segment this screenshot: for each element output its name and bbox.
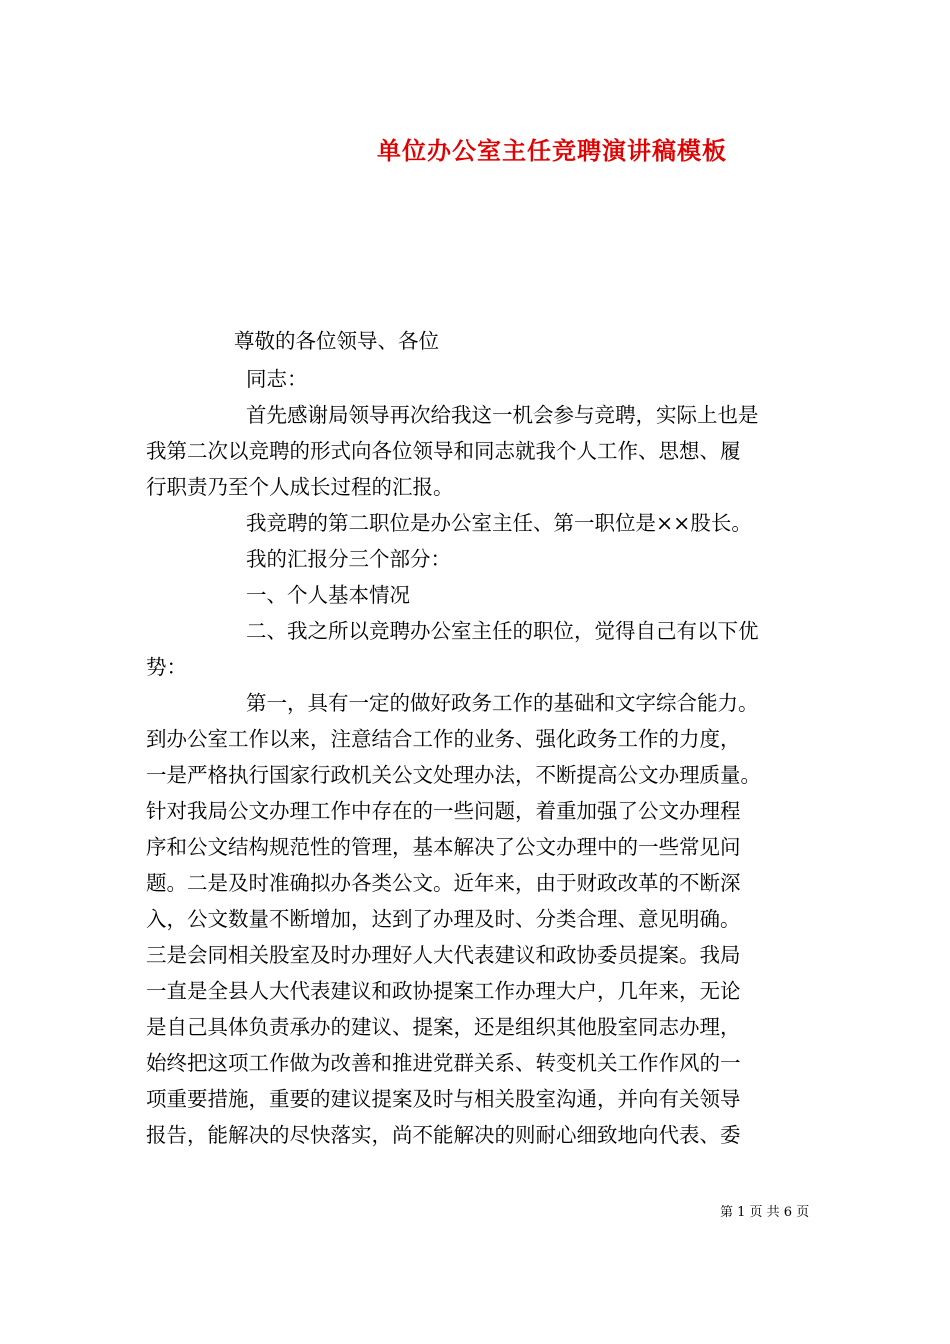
body-line: 我竞聘的第二职位是办公室主任、第一职位是××股长。 <box>246 511 752 535</box>
document-title: 单位办公室主任竞聘演讲稿模板 <box>377 136 727 165</box>
salutation-line-1: 尊敬的各位领导、各位 <box>234 329 439 353</box>
body-line: 到办公室工作以来，注意结合工作的业务、强化政务工作的力度， <box>146 727 741 751</box>
body-line: 三是会同相关股室及时办理好人大代表建议和政协委员提案。我局 <box>146 943 741 967</box>
body-line: 我的汇报分三个部分： <box>246 547 451 571</box>
body-line: 一是严格执行国家行政机关公文处理办法，不断提高公文办理质量。 <box>146 763 761 787</box>
body-line: 行职责乃至个人成长过程的汇报。 <box>146 475 454 499</box>
body-line: 一直是全县人大代表建议和政协提案工作办理大户，几年来，无论 <box>146 979 741 1003</box>
body-line: 针对我局公文办理工作中存在的一些问题，着重加强了公文办理程 <box>146 799 741 823</box>
body-line: 我第二次以竞聘的形式向各位领导和同志就我个人工作、思想、履 <box>146 439 741 463</box>
body-line: 项重要措施，重要的建议提案及时与相关股室沟通，并向有关领导 <box>146 1087 741 1111</box>
body-line: 是自己具体负责承办的建议、提案，还是组织其他股室同志办理， <box>146 1015 741 1039</box>
page-footer: 第 1 页 共 6 页 <box>720 1205 810 1220</box>
body-line: 首先感谢局领导再次给我这一机会参与竞聘，实际上也是 <box>246 403 759 427</box>
body-line: 报告，能解决的尽快落实，尚不能解决的则耐心细致地向代表、委 <box>146 1123 741 1147</box>
body-line: 一、个人基本情况 <box>246 583 410 607</box>
body-line: 第一，具有一定的做好政务工作的基础和文字综合能力。 <box>246 691 759 715</box>
body-line: 始终把这项工作做为改善和推进党群关系、转变机关工作作风的一 <box>146 1051 741 1075</box>
body-line: 势： <box>146 655 187 679</box>
body-line: 序和公文结构规范性的管理，基本解决了公文办理中的一些常见问 <box>146 835 741 859</box>
body-line: 入，公文数量不断增加，达到了办理及时、分类合理、意见明确。 <box>146 907 741 931</box>
document-body <box>146 397 810 1153</box>
body-line: 题。二是及时准确拟办各类公文。近年来，由于财政改革的不断深 <box>146 871 741 895</box>
body-line: 二、我之所以竞聘办公室主任的职位，觉得自己有以下优 <box>246 619 759 643</box>
salutation-line-2: 同志： <box>246 367 308 391</box>
